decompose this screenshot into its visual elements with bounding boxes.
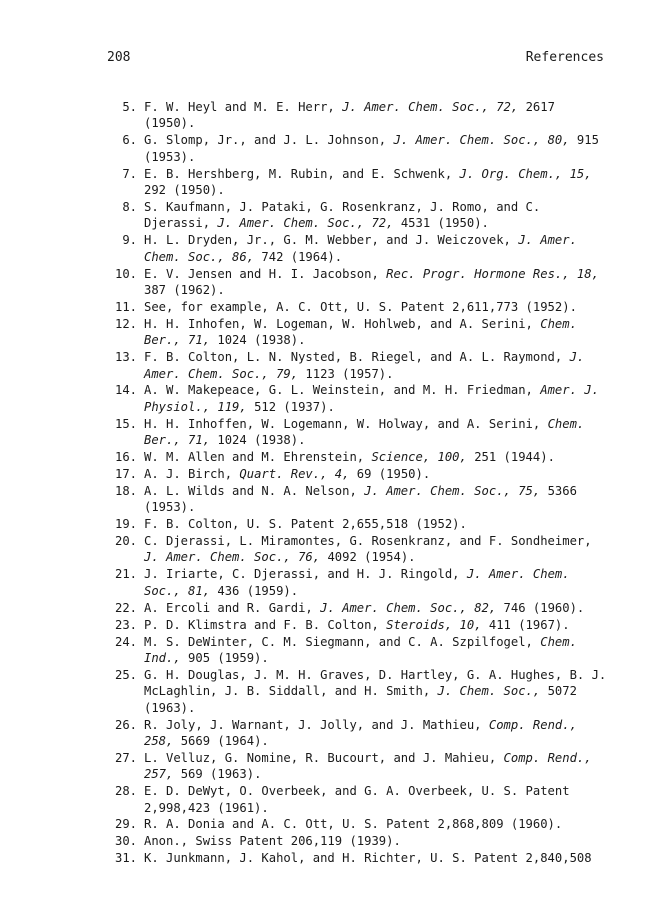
reference-item [107, 600, 607, 616]
reference-segment: E. V. Jensen and H. I. Jacobson, [144, 266, 387, 281]
reference-segment: 292 (1950). [144, 183, 225, 198]
reference-segment: 2617 (1950). [144, 100, 555, 131]
reference-text [144, 484, 577, 514]
reference-item [107, 717, 607, 750]
reference-item [107, 316, 607, 349]
reference-journal: Quart. Rev., 4, [239, 466, 350, 481]
reference-segment: G. H. Douglas, J. M. H. Graves, D. Hartley, G. A. Hughes, B. J. McLaghlin, J. B. Siddall, and H. Smith, [144, 667, 607, 699]
reference-segment: 569 (1963). [173, 767, 262, 782]
reference-number: 13. [114, 350, 137, 365]
reference-item [107, 833, 607, 849]
reference-text [144, 834, 401, 848]
reference-number: 10. [114, 266, 137, 281]
reference-text [144, 317, 577, 347]
reference-item [107, 382, 607, 415]
reference-segment: 742 (1964). [254, 249, 343, 264]
reference-journal: Rec. Progr. Hormone Res., 18, [386, 266, 599, 281]
reference-text [144, 467, 430, 481]
reference-number: 24. [114, 634, 137, 649]
reference-journal: Comp. Rend., 257, [144, 750, 592, 782]
reference-item [107, 750, 607, 783]
reference-segment: See, for example, A. C. Ott, U. S. Patent 2,611,773 (1952). [144, 299, 577, 314]
reference-segment: F. B. Colton, L. N. Nysted, B. Riegel, and A. L. Raymond, [144, 350, 570, 365]
reference-journal: J. Amer. Chem. Soc., 79, [144, 350, 585, 381]
reference-item [107, 99, 607, 132]
reference-segment: 4092 (1954). [320, 550, 416, 565]
reference-journal: J. Amer. Chem. Soc., 86, [144, 233, 577, 264]
reference-number: 15. [114, 416, 137, 431]
reference-segment: J. Iriarte, C. Djerassi, and H. J. Ringold, [144, 567, 467, 582]
reference-segment: 746 (1960). [496, 600, 585, 615]
reference-number: 11. [114, 299, 137, 314]
reference-segment: 69 (1950). [349, 466, 431, 481]
reference-segment: Anon., Swiss Patent 206,119 (1939). [144, 834, 401, 849]
reference-number: 25. [114, 667, 137, 682]
reference-number: 27. [114, 750, 137, 765]
reference-segment: F. W. Heyl and M. E. Herr, [144, 100, 343, 114]
reference-text [144, 300, 577, 314]
reference-segment: A. L. Wilds and N. A. Nelson, [144, 483, 365, 498]
reference-segment: C. Djerassi, L. Miramontes, G. Rosenkranz, and F. Sondheimer, [144, 534, 592, 549]
reference-item [107, 232, 607, 265]
reference-item [107, 299, 607, 315]
reference-journal: J. Amer. Chem. Soc., 72, [217, 216, 394, 231]
reference-text [144, 817, 562, 831]
reference-segment: 387 (1962). [144, 282, 225, 297]
reference-segment: 411 (1967). [481, 617, 570, 632]
reference-segment: A. Ercoli and R. Gardi, [144, 600, 321, 615]
reference-text [144, 851, 592, 865]
reference-item [107, 466, 607, 482]
reference-number: 23. [114, 617, 137, 632]
reference-segment: S. Kaufmann, J. Pataki, G. Rosenkranz, J. Romo, and C. Djerassi, [144, 199, 541, 231]
reference-segment: W. M. Allen and M. Ehrenstein, [144, 450, 372, 465]
reference-number: 9. [122, 233, 137, 248]
reference-text [144, 668, 606, 715]
reference-item [107, 634, 607, 667]
reference-segment: A. J. Birch, [144, 466, 240, 481]
reference-segment: 251 (1944). [466, 450, 555, 465]
reference-item [107, 667, 607, 716]
reference-item [107, 850, 607, 866]
reference-number: 22. [114, 600, 137, 615]
reference-number: 30. [114, 834, 137, 849]
reference-segment: E. D. DeWyt, O. Overbeek, and G. A. Overbeek, U. S. Patent 2,998,423 (1961). [144, 784, 570, 815]
reference-journal: Steroids, 10, [386, 617, 482, 632]
reference-segment: 436 (1959). [210, 583, 299, 598]
reference-number: 12. [114, 316, 137, 331]
reference-text [144, 567, 570, 597]
reference-number: 19. [114, 517, 137, 532]
reference-item [107, 349, 607, 382]
reference-segment: 915 (1953). [144, 133, 599, 164]
reference-item [107, 166, 607, 199]
reference-item [107, 783, 607, 816]
reference-segment: H. H. Inhofen, W. Logeman, W. Hohlweb, and A. Serini, [144, 316, 541, 331]
reference-segment: 5366 (1953). [144, 483, 577, 515]
reference-text [144, 350, 584, 380]
reference-number: 5. [122, 100, 137, 114]
reference-journal: Amer. J. Physiol., 119, [144, 383, 599, 414]
reference-text [144, 100, 555, 130]
reference-text [144, 233, 577, 263]
reference-segment: E. B. Hershberg, M. Rubin, and E. Schwenk, [144, 166, 460, 181]
reference-number: 18. [114, 483, 137, 498]
reference-number: 26. [114, 717, 137, 732]
reference-item [107, 516, 607, 532]
reference-number: 16. [114, 450, 137, 465]
reference-item [107, 816, 607, 832]
reference-number: 14. [114, 383, 137, 398]
reference-segment: P. D. Klimstra and F. B. Colton, [144, 617, 387, 632]
reference-segment: G. Slomp, Jr., and J. L. Johnson, [144, 133, 394, 148]
reference-text [144, 718, 577, 748]
reference-segment: 5669 (1964). [173, 733, 269, 748]
reference-segment: M. S. DeWinter, C. M. Siegmann, and C. A. Szpilfogel, [144, 634, 541, 649]
reference-item [107, 566, 607, 599]
reference-segment: 5072 (1963). [144, 684, 577, 715]
reference-item [107, 416, 607, 449]
reference-number: 7. [122, 166, 137, 181]
reference-segment: K. Junkmann, J. Kahol, and H. Richter, U. S. Patent 2,840,508 [144, 851, 592, 866]
reference-list [107, 99, 607, 867]
reference-journal: J. Amer. Chem. Soc., 81, [144, 567, 570, 598]
reference-journal: J. Org. Chem., 15, [459, 166, 592, 181]
reference-number: 28. [114, 784, 137, 799]
reference-segment: L. Velluz, G. Nomine, R. Bucourt, and J. Mahieu, [144, 750, 504, 765]
reference-text [144, 450, 555, 464]
reference-journal: Chem. Ber., 71, [144, 416, 585, 448]
reference-segment: 4531 (1950). [393, 216, 489, 231]
reference-text [144, 635, 577, 665]
reference-journal: Comp. Rend., 258, [144, 717, 577, 748]
reference-segment: A. W. Makepeace, G. L. Weinstein, and M. H. Friedman, [144, 383, 541, 398]
reference-number: 17. [114, 466, 137, 481]
page-number: 208 [107, 50, 131, 65]
reference-text [144, 417, 584, 447]
reference-journal: Chem. Ber., 71, [144, 316, 577, 348]
reference-journal: J. Chem. Soc., [437, 684, 541, 699]
reference-segment: 512 (1937). [246, 399, 335, 414]
reference-number: 8. [122, 199, 137, 214]
reference-segment: 1123 (1957). [298, 366, 394, 381]
reference-number: 29. [114, 817, 137, 832]
reference-segment: R. Joly, J. Warnant, J. Jolly, and J. Mathieu, [144, 717, 489, 732]
reference-item [107, 483, 607, 516]
reference-text [144, 200, 540, 230]
reference-text [144, 751, 592, 781]
reference-number: 6. [122, 133, 137, 148]
reference-number: 31. [114, 851, 137, 866]
reference-item [107, 617, 607, 633]
reference-segment: H. L. Dryden, Jr., G. M. Webber, and J. Weiczovek, [144, 233, 519, 248]
reference-journal: Science, 100, [371, 450, 467, 465]
reference-number: 21. [114, 567, 137, 582]
reference-text [144, 601, 584, 615]
reference-item [107, 199, 607, 232]
reference-segment: 1024 (1938). [210, 433, 306, 448]
reference-text [144, 534, 592, 564]
reference-journal: J. Amer. Chem. Soc., 75, [364, 483, 541, 498]
reference-text [144, 167, 592, 197]
reference-text [144, 133, 599, 163]
reference-item [107, 533, 607, 566]
reference-journal: J. Amer. Chem. Soc., 72, [342, 100, 519, 114]
reference-text [144, 383, 599, 413]
reference-segment: F. B. Colton, U. S. Patent 2,655,518 (1952). [144, 517, 467, 532]
reference-item [107, 266, 607, 299]
reference-text [144, 517, 467, 531]
reference-item [107, 132, 607, 165]
reference-segment: R. A. Donia and A. C. Ott, U. S. Patent 2,868,809 (1960). [144, 817, 563, 832]
reference-text [144, 267, 599, 297]
reference-segment: H. H. Inhoffen, W. Logemann, W. Holway, and A. Serini, [144, 416, 548, 431]
reference-journal: J. Amer. Chem. Soc., 76, [144, 550, 321, 565]
reference-journal: J. Amer. Chem. Soc., 80, [393, 133, 570, 148]
running-head: References [525, 50, 604, 65]
reference-journal: J. Amer. Chem. Soc., 82, [320, 600, 497, 615]
reference-text [144, 618, 570, 632]
reference-journal: Chem. Ind., [144, 634, 577, 665]
reference-segment: 905 (1959). [180, 650, 269, 665]
page-header [107, 50, 604, 70]
reference-segment: 1024 (1938). [210, 333, 306, 348]
reference-number: 20. [114, 534, 137, 549]
reference-text [144, 784, 570, 814]
reference-item [107, 449, 607, 465]
